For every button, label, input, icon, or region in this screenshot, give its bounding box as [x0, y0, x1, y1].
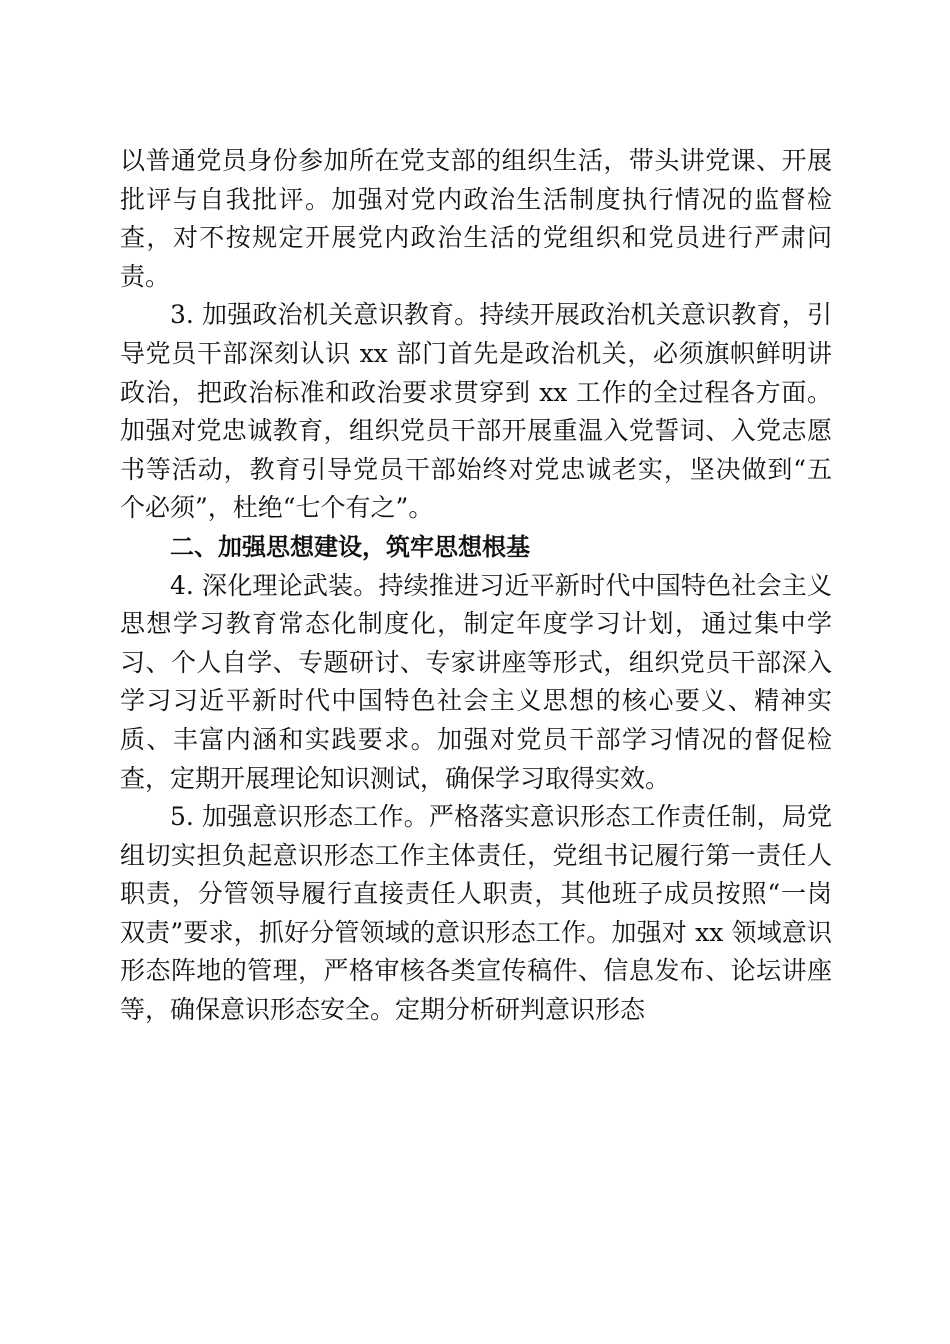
document-body: [120, 142, 832, 1030]
paragraph-3-political-organ-awareness: 3. 加强政治机关意识教育。持续开展政治机关意识教育，引导党员干部深刻认识 xx 部门首先是政治机关，必须旗帜鲜明讲政治，把政治标准和政治要求贯穿到 xx 工作的全过程各方面。加强对党忠诚教育，组织党员干部开展重温入党誓词、入党志愿书等活动，教育引导党员干部始终对党忠诚老实，坚决做到“五个必须”，杜绝“七个有之”。: [120, 300, 832, 523]
paragraph-continuation: 以普通党员身份参加所在党支部的组织生活，带头讲党课、开展批评与自我批评。加强对党内政治生活制度执行情况的监督检查，对不按规定开展党内政治生活的党组织和党员进行严肃问责。: [120, 146, 832, 291]
paragraph-5-ideology-work: 5. 加强意识形态工作。严格落实意识形态工作责任制，局党组切实担负起意识形态工作主体责任，党组书记履行第一责任人职责，分管领导履行直接责任人职责，其他班子成员按照“一岗双责”要求，抓好分管领域的意识形态工作。加强对 xx 领域意识形态阵地的管理，严格审核各类宣传稿件、信息发布、论坛讲座等，确保意识形态安全。定期分析研判意识形态: [120, 802, 832, 1025]
paragraph-4-theoretical-armament: 4. 深化理论武装。持续推进习近平新时代中国特色社会主义思想学习教育常态化制度化，制定年度学习计划，通过集中学习、个人自学、专题研讨、专家讲座等形式，组织党员干部深入学习习近平新时代中国特色社会主义思想的核心要义、精神实质、丰富内涵和实践要求。加强对党员干部学习情况的督促检查，定期开展理论知识测试，确保学习取得实效。: [120, 570, 832, 793]
section-heading-ideological-building: 二、加强思想建设，筑牢思想根基: [170, 532, 530, 561]
